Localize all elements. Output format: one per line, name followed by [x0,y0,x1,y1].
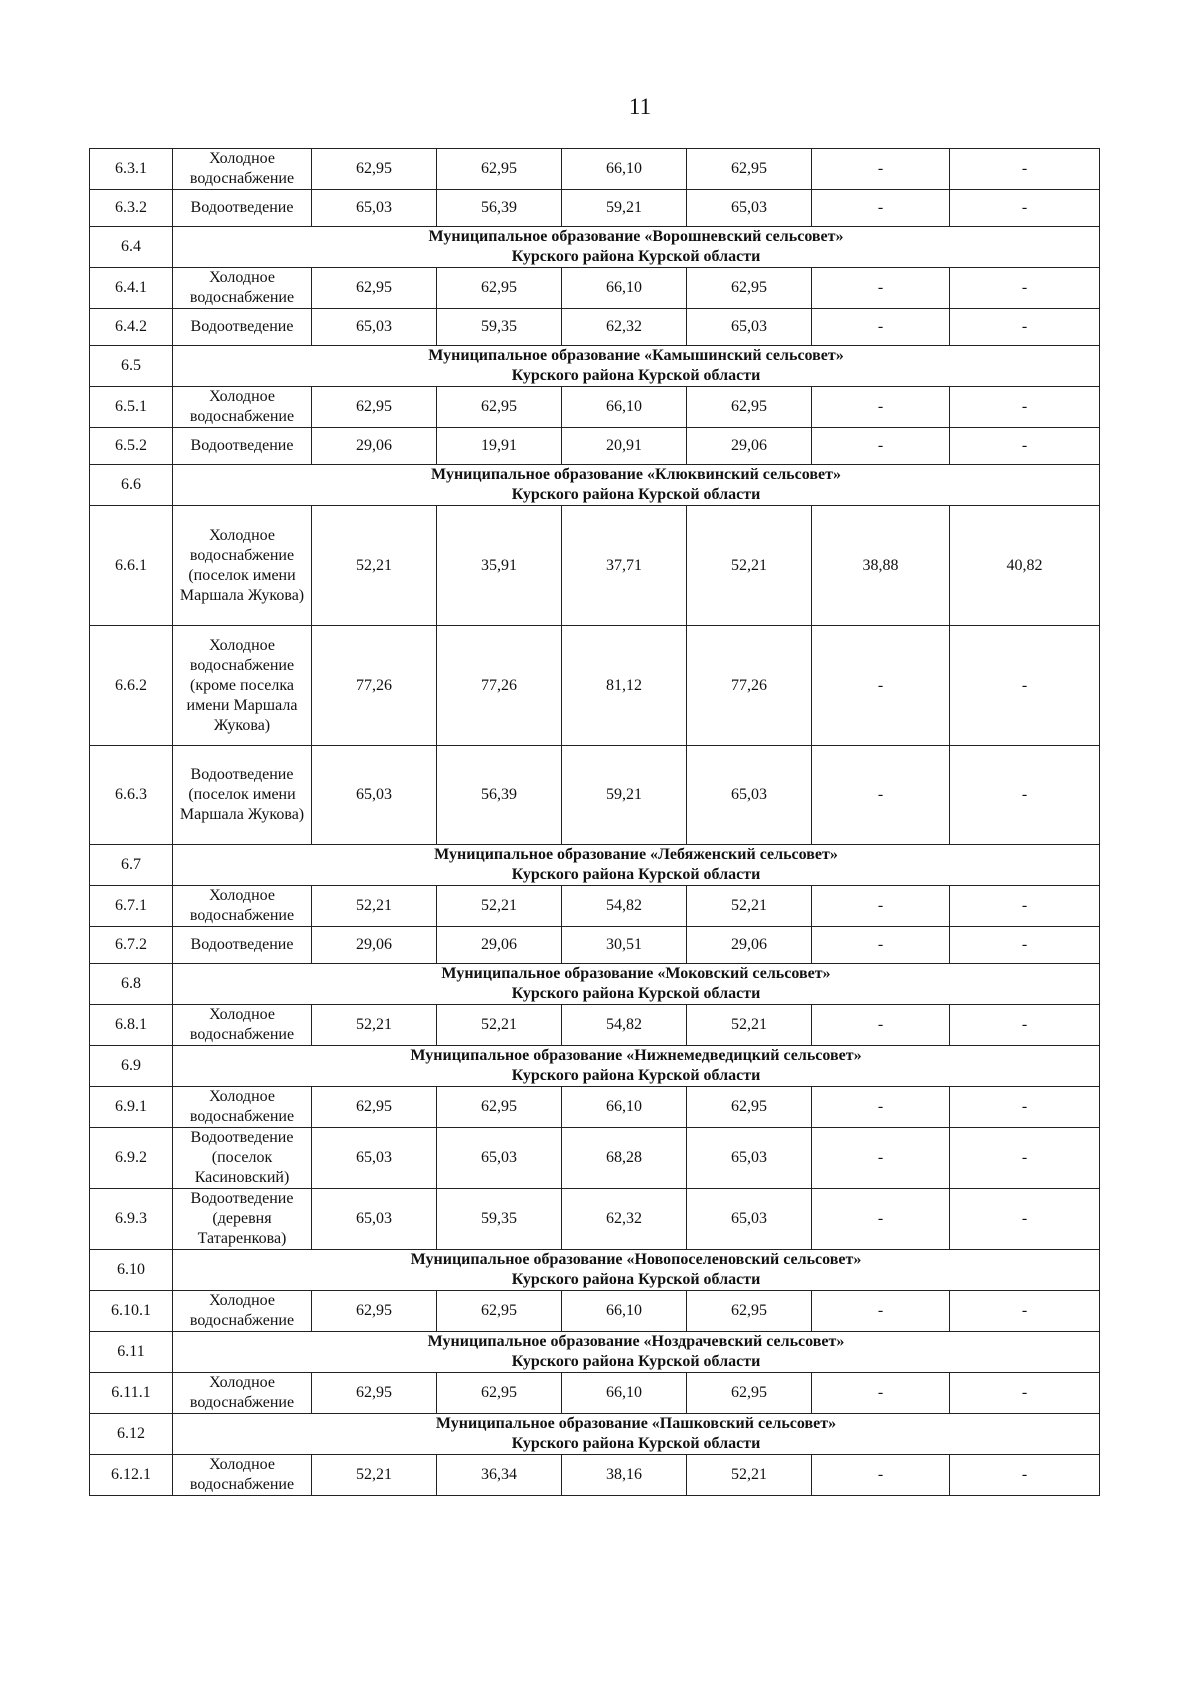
row-number: 6.3.2 [90,190,173,227]
value-col-6: - [950,1128,1100,1189]
municipality-name: Муниципальное образование «Нижнемедведицкий сельсовет» [410,1047,862,1064]
value-col-1: 62,95 [312,268,437,309]
value-col-3: 38,16 [562,1455,687,1496]
municipality-row [90,1332,1100,1373]
value-col-4: 62,95 [687,1087,812,1128]
table-row [90,428,1100,465]
value-col-5: - [812,1455,950,1496]
municipality-name: Муниципальное образование «Новопоселеновский сельсовет» [410,1251,862,1268]
service-name: Холодное водоснабжение [173,1373,312,1414]
value-col-1: 65,03 [312,309,437,346]
value-col-2: 62,95 [437,268,562,309]
value-col-6: - [950,190,1100,227]
municipality-title [173,964,1100,1005]
table-row [90,1005,1100,1046]
value-col-4: 65,03 [687,746,812,845]
municipality-name: Муниципальное образование «Пашковский сельсовет» [435,1415,837,1432]
value-col-6: - [950,428,1100,465]
municipality-name: Муниципальное образование «Моковский сельсовет» [441,965,831,982]
value-col-2: 56,39 [437,746,562,845]
municipality-district: Курского района Курской области [511,367,761,384]
value-col-6: - [950,1455,1100,1496]
value-col-3: 59,21 [562,746,687,845]
value-col-5: - [812,190,950,227]
value-col-3: 54,82 [562,1005,687,1046]
value-col-1: 62,95 [312,1373,437,1414]
value-col-4: 65,03 [687,1128,812,1189]
table-row [90,746,1100,845]
table-row [90,1128,1100,1189]
table-row [90,149,1100,190]
municipality-title [173,346,1100,387]
value-col-5: - [812,428,950,465]
value-col-1: 62,95 [312,387,437,428]
value-col-6: - [950,1373,1100,1414]
value-col-3: 68,28 [562,1128,687,1189]
value-col-5: - [812,149,950,190]
value-col-2: 62,95 [437,1291,562,1332]
value-col-6: - [950,1291,1100,1332]
row-number: 6.5 [90,346,173,387]
row-number: 6.4.2 [90,309,173,346]
value-col-3: 66,10 [562,149,687,190]
municipality-row [90,964,1100,1005]
row-number: 6.5.1 [90,387,173,428]
row-number: 6.9.2 [90,1128,173,1189]
value-col-5: - [812,1189,950,1250]
row-number: 6.11 [90,1332,173,1373]
service-name: Водоотведение [173,428,312,465]
value-col-3: 62,32 [562,309,687,346]
value-col-4: 62,95 [687,268,812,309]
row-number: 6.9.3 [90,1189,173,1250]
table-row [90,268,1100,309]
value-col-4: 52,21 [687,1005,812,1046]
value-col-3: 66,10 [562,387,687,428]
service-name: Холодное водоснабжение [173,1291,312,1332]
tariff-table [89,148,1100,1496]
value-col-4: 77,26 [687,626,812,746]
value-col-4: 65,03 [687,1189,812,1250]
row-number: 6.10.1 [90,1291,173,1332]
municipality-title [173,465,1100,506]
table-row [90,927,1100,964]
value-col-5: - [812,387,950,428]
value-col-1: 62,95 [312,1291,437,1332]
value-col-5: - [812,626,950,746]
row-number: 6.9 [90,1046,173,1087]
row-number: 6.3.1 [90,149,173,190]
service-name: Холодное водоснабжение [173,1087,312,1128]
value-col-3: 62,32 [562,1189,687,1250]
value-col-1: 52,21 [312,506,437,626]
municipality-name: Муниципальное образование «Ворошневский сельсовет» [428,228,844,245]
table-row [90,1455,1100,1496]
row-number: 6.10 [90,1250,173,1291]
municipality-row [90,1250,1100,1291]
service-name: Холодное водоснабжение [173,149,312,190]
municipality-row [90,1414,1100,1455]
service-name: Водоотведение (поселок Касиновский) [173,1128,312,1189]
row-number: 6.7 [90,845,173,886]
value-col-6: - [950,268,1100,309]
value-col-3: 20,91 [562,428,687,465]
value-col-4: 62,95 [687,149,812,190]
municipality-title [173,1046,1100,1087]
value-col-6: - [950,1087,1100,1128]
value-col-6: - [950,1005,1100,1046]
value-col-3: 66,10 [562,1291,687,1332]
value-col-4: 65,03 [687,309,812,346]
value-col-1: 65,03 [312,1128,437,1189]
value-col-6: - [950,309,1100,346]
service-name: Водоотведение [173,190,312,227]
value-col-4: 52,21 [687,886,812,927]
service-name: Холодное водоснабжение [173,268,312,309]
value-col-2: 35,91 [437,506,562,626]
service-name: Водоотведение (поселок имени Маршала Жукова) [173,746,312,845]
municipality-district: Курского района Курской области [511,248,761,265]
value-col-5: - [812,927,950,964]
value-col-2: 29,06 [437,927,562,964]
service-name: Холодное водоснабжение [173,1005,312,1046]
row-number: 6.11.1 [90,1373,173,1414]
value-col-5: - [812,886,950,927]
service-name: Холодное водоснабжение (кроме поселка имени Маршала Жукова) [173,626,312,746]
value-col-4: 29,06 [687,428,812,465]
value-col-5: - [812,1128,950,1189]
page-number: 11 [628,94,652,119]
value-col-3: 66,10 [562,1373,687,1414]
value-col-1: 52,21 [312,1455,437,1496]
value-col-4: 29,06 [687,927,812,964]
value-col-4: 52,21 [687,1455,812,1496]
municipality-district: Курского района Курской области [511,486,761,503]
municipality-district: Курского района Курской области [511,1067,761,1084]
municipality-district: Курского района Курской области [511,1271,761,1288]
value-col-3: 37,71 [562,506,687,626]
row-number: 6.6.3 [90,746,173,845]
value-col-5: - [812,1373,950,1414]
value-col-4: 65,03 [687,190,812,227]
service-name: Холодное водоснабжение (поселок имени Маршала Жукова) [173,506,312,626]
table-row [90,626,1100,746]
service-name: Холодное водоснабжение [173,1455,312,1496]
value-col-3: 54,82 [562,886,687,927]
table-row [90,387,1100,428]
value-col-1: 65,03 [312,746,437,845]
value-col-1: 65,03 [312,1189,437,1250]
municipality-title [173,1332,1100,1373]
municipality-title [173,1414,1100,1455]
value-col-6: - [950,746,1100,845]
value-col-5: - [812,1087,950,1128]
value-col-5: - [812,1291,950,1332]
value-col-2: 19,91 [437,428,562,465]
row-number: 6.6 [90,465,173,506]
table-row [90,506,1100,626]
municipality-name: Муниципальное образование «Клюквинский сельсовет» [431,466,841,483]
municipality-name: Муниципальное образование «Камышинский сельсовет» [428,347,844,364]
value-col-3: 59,21 [562,190,687,227]
value-col-3: 66,10 [562,268,687,309]
municipality-district: Курского района Курской области [511,866,761,883]
value-col-4: 62,95 [687,1291,812,1332]
table-row [90,1291,1100,1332]
service-name: Водоотведение (деревня Татаренкова) [173,1189,312,1250]
value-col-1: 62,95 [312,149,437,190]
row-number: 6.6.2 [90,626,173,746]
value-col-2: 59,35 [437,309,562,346]
value-col-6: - [950,626,1100,746]
value-col-2: 65,03 [437,1128,562,1189]
value-col-3: 30,51 [562,927,687,964]
municipality-row [90,465,1100,506]
value-col-1: 29,06 [312,428,437,465]
value-col-2: 62,95 [437,149,562,190]
value-col-2: 62,95 [437,1087,562,1128]
municipality-row [90,227,1100,268]
row-number: 6.4 [90,227,173,268]
row-number: 6.9.1 [90,1087,173,1128]
value-col-4: 52,21 [687,506,812,626]
row-number: 6.8.1 [90,1005,173,1046]
value-col-2: 52,21 [437,886,562,927]
municipality-title [173,845,1100,886]
row-number: 6.4.1 [90,268,173,309]
value-col-1: 52,21 [312,1005,437,1046]
value-col-5: - [812,268,950,309]
table-row [90,309,1100,346]
municipality-name: Муниципальное образование «Лебяженский сельсовет» [434,846,838,863]
value-col-4: 62,95 [687,1373,812,1414]
service-name: Холодное водоснабжение [173,886,312,927]
value-col-1: 77,26 [312,626,437,746]
row-number: 6.5.2 [90,428,173,465]
row-number: 6.7.2 [90,927,173,964]
municipality-title [173,227,1100,268]
municipality-name: Муниципальное образование «Ноздрачевский сельсовет» [427,1333,845,1350]
value-col-2: 62,95 [437,1373,562,1414]
service-name: Водоотведение [173,927,312,964]
value-col-6: - [950,149,1100,190]
row-number: 6.8 [90,964,173,1005]
value-col-1: 29,06 [312,927,437,964]
municipality-title [173,1250,1100,1291]
value-col-5: - [812,1005,950,1046]
row-number: 6.6.1 [90,506,173,626]
municipality-row [90,845,1100,886]
value-col-2: 59,35 [437,1189,562,1250]
row-number: 6.12 [90,1414,173,1455]
value-col-6: - [950,927,1100,964]
value-col-4: 62,95 [687,387,812,428]
municipality-district: Курского района Курской области [511,1435,761,1452]
municipality-district: Курского района Курской области [511,1353,761,1370]
value-col-5: - [812,746,950,845]
table-row [90,1373,1100,1414]
table-row [90,190,1100,227]
value-col-1: 65,03 [312,190,437,227]
service-name: Холодное водоснабжение [173,387,312,428]
value-col-6: 40,82 [950,506,1100,626]
table-row [90,886,1100,927]
value-col-5: - [812,309,950,346]
municipality-row [90,1046,1100,1087]
value-col-2: 56,39 [437,190,562,227]
value-col-1: 52,21 [312,886,437,927]
row-number: 6.7.1 [90,886,173,927]
value-col-2: 36,34 [437,1455,562,1496]
value-col-2: 62,95 [437,387,562,428]
value-col-1: 62,95 [312,1087,437,1128]
value-col-3: 66,10 [562,1087,687,1128]
value-col-6: - [950,1189,1100,1250]
value-col-6: - [950,387,1100,428]
row-number: 6.12.1 [90,1455,173,1496]
service-name: Водоотведение [173,309,312,346]
value-col-6: - [950,886,1100,927]
table-row [90,1189,1100,1250]
municipality-row [90,346,1100,387]
municipality-district: Курского района Курской области [511,985,761,1002]
value-col-2: 52,21 [437,1005,562,1046]
value-col-3: 81,12 [562,626,687,746]
value-col-5: 38,88 [812,506,950,626]
value-col-2: 77,26 [437,626,562,746]
tariff-table-body [90,149,1100,1496]
table-row [90,1087,1100,1128]
